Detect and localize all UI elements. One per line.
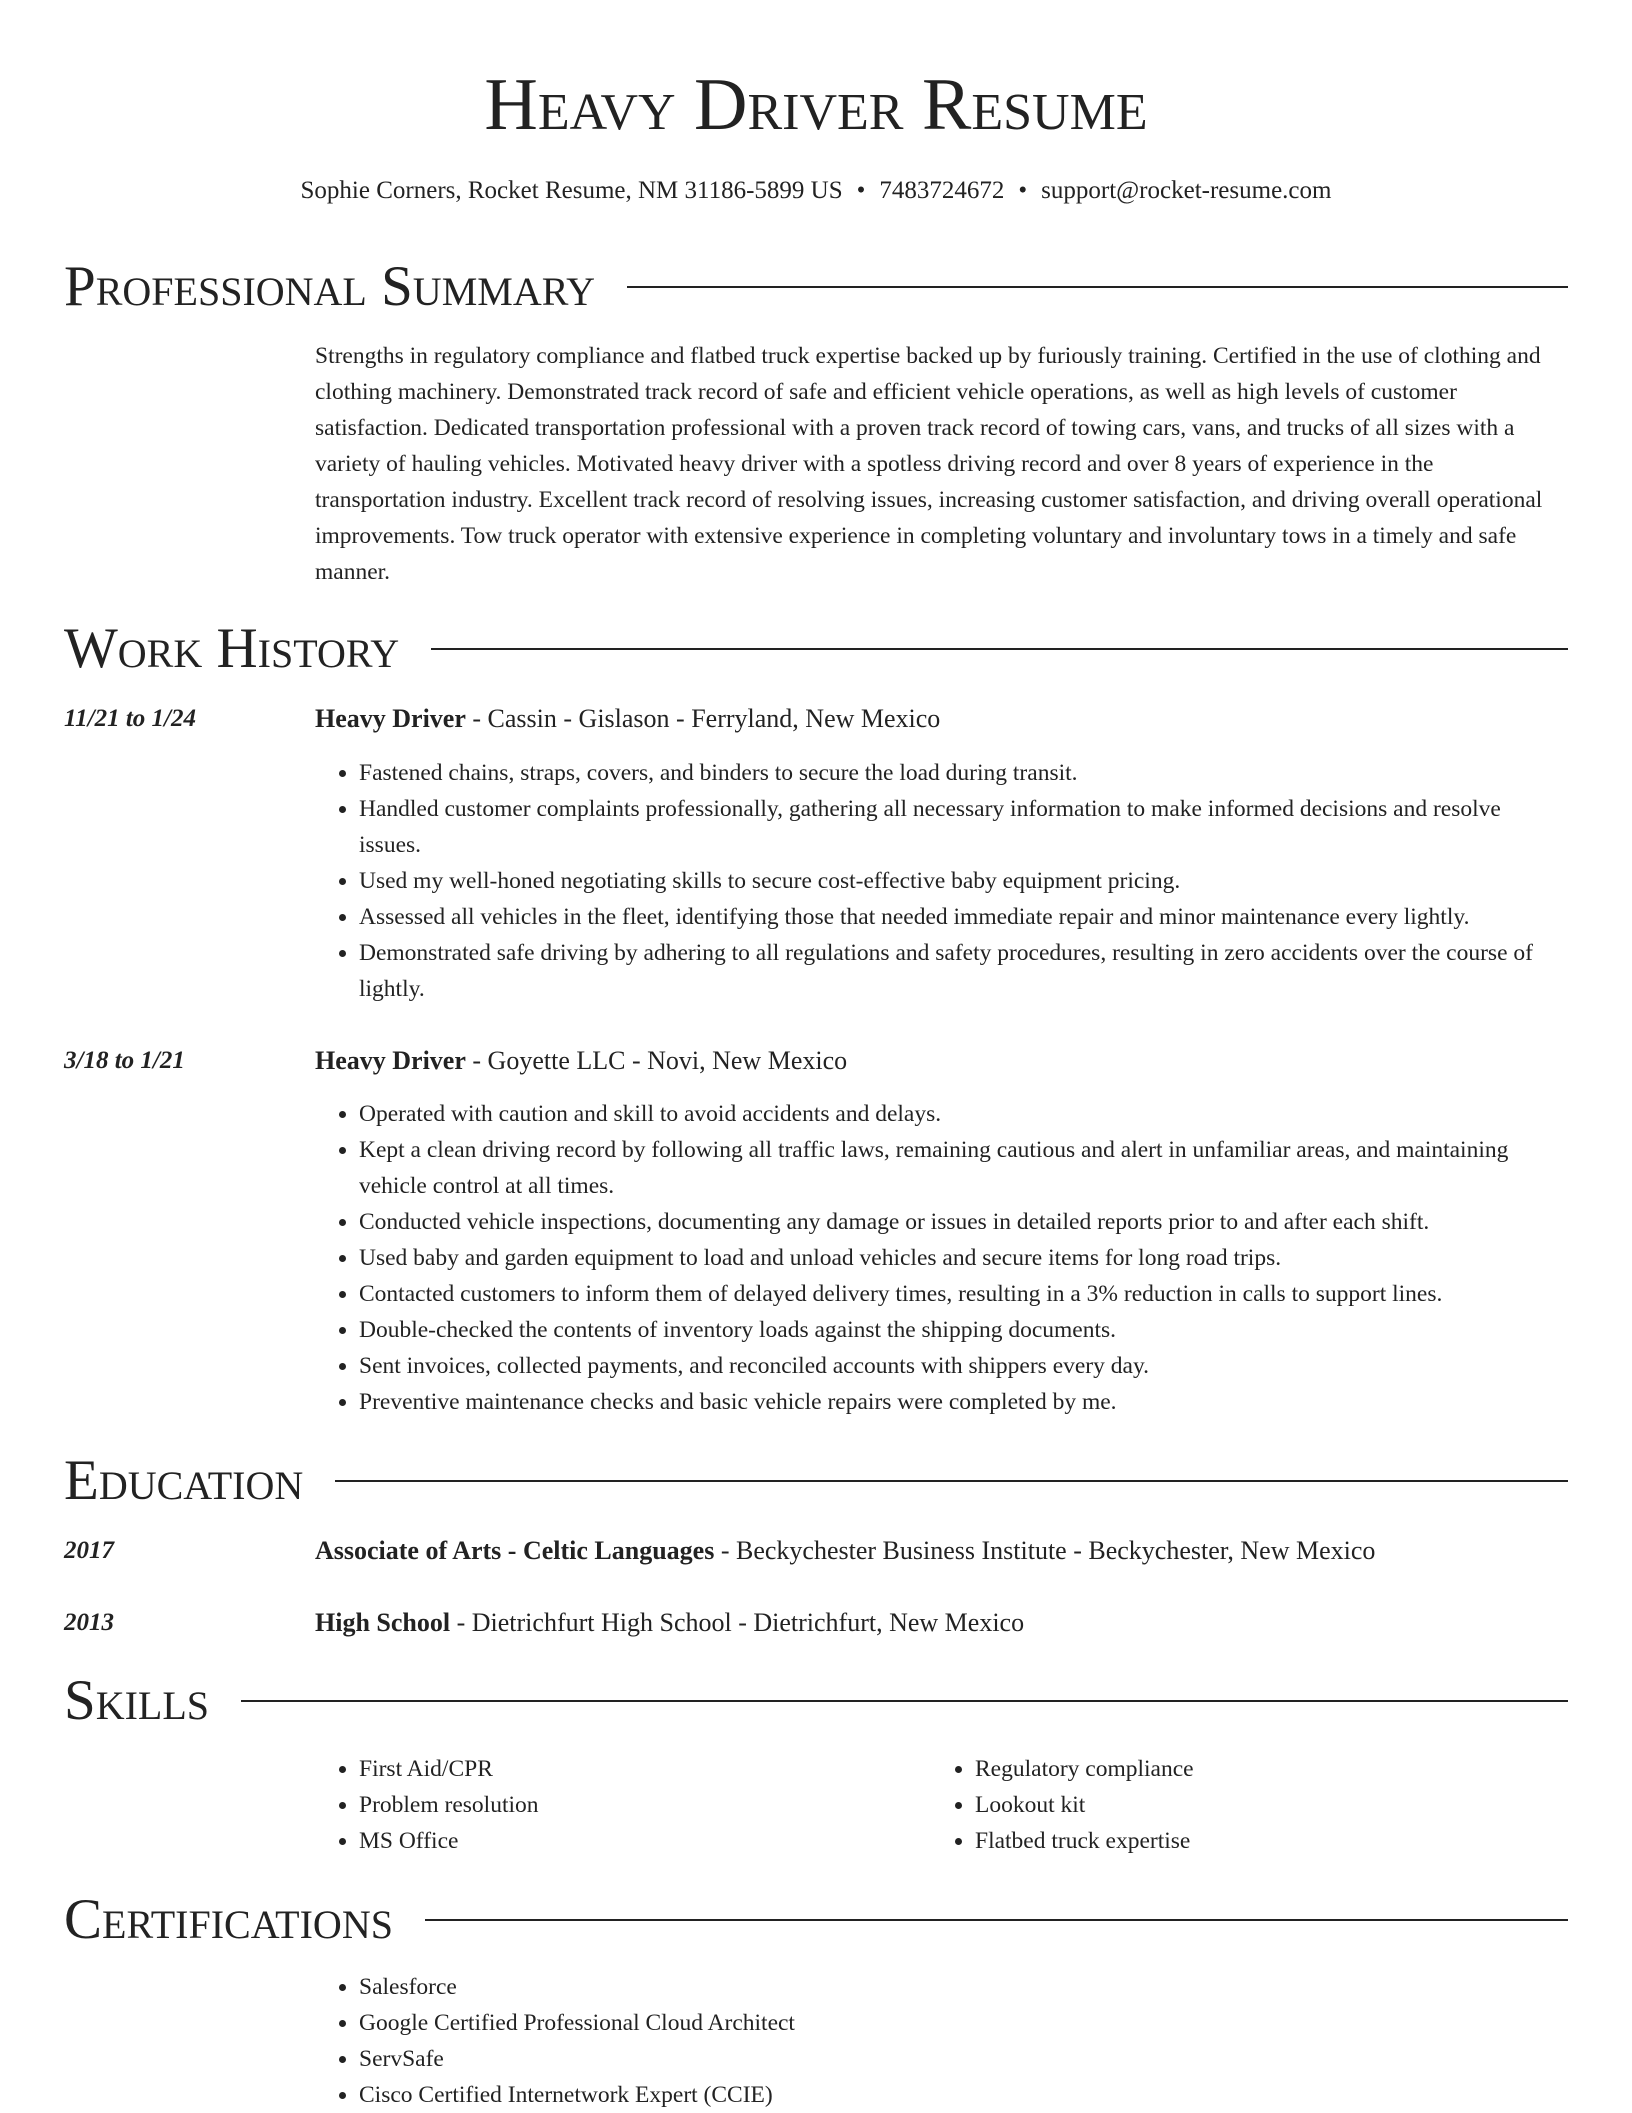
- certification-item: • Salesforce: [359, 1969, 1568, 2005]
- section-rule: [241, 1700, 1568, 1702]
- section-rule: [431, 648, 1568, 650]
- certification-item: • Cisco Certified Internetwork Expert (CCIE): [359, 2077, 1568, 2113]
- list-item: • Assessed all vehicles in the fleet, identifying those that needed immediate repair and minor maintenance every lightly.: [359, 899, 1568, 935]
- section-rule: [335, 1480, 1568, 1482]
- job-title: Heavy Driver: [315, 1046, 466, 1075]
- skill-item: • Flatbed truck expertise: [975, 1823, 1531, 1859]
- section-heading-work: [64, 614, 1568, 684]
- skill-item: • Problem resolution: [359, 1787, 915, 1823]
- summary-block: [315, 338, 1568, 590]
- job-details: - Goyette LLC - Novi, New Mexico: [465, 1046, 848, 1075]
- skills-column-left: [315, 1751, 915, 1859]
- education-year: 2017: [64, 1537, 114, 1564]
- job-dates: 3/18 to 1/21: [64, 1047, 185, 1074]
- section-rule: [425, 1919, 1568, 1921]
- list-item: • Demonstrated safe driving by adhering to all regulations and safety procedures, resulting in zero accidents over the course of lightly.: [359, 935, 1568, 1007]
- section-title: Education: [64, 1449, 304, 1512]
- list-item: • Double-checked the contents of inventory loads against the shipping documents.: [359, 1312, 1568, 1348]
- skill-item: • Lookout kit: [975, 1787, 1531, 1823]
- job-heading: [315, 1043, 1568, 1079]
- section-heading-summary: [64, 252, 1568, 322]
- contact-address: Sophie Corners, Rocket Resume, NM 31186-5899 US: [300, 177, 843, 204]
- skill-item: • MS Office: [359, 1823, 915, 1859]
- skills-column-right: [931, 1751, 1531, 1859]
- job-bullets: [315, 1096, 1568, 1420]
- section-title: Certifications: [64, 1888, 393, 1951]
- section-heading-skills: [64, 1666, 1568, 1736]
- education-entry: [315, 1605, 1568, 1641]
- job-bullets: [315, 755, 1568, 1007]
- skill-item: • Regulatory compliance: [975, 1751, 1531, 1787]
- contact-line: [0, 174, 1632, 208]
- contact-phone: 7483724672: [879, 177, 1005, 204]
- section-heading-education: [64, 1446, 1568, 1516]
- list-item: • Fastened chains, straps, covers, and binders to secure the load during transit.: [359, 755, 1568, 791]
- section-rule: [627, 286, 1568, 288]
- contact-separator: •: [1018, 177, 1028, 204]
- resume-title: Heavy Driver Resume: [484, 64, 1148, 146]
- job-dates: 11/21 to 1/24: [64, 705, 196, 732]
- education-entry: [315, 1533, 1568, 1569]
- job-heading: [315, 701, 1568, 737]
- education-year: 2013: [64, 1609, 114, 1636]
- section-title: Professional Summary: [64, 255, 596, 318]
- section-title: Work History: [64, 617, 400, 680]
- section-title: Skills: [64, 1669, 210, 1732]
- list-item: • Kept a clean driving record by following all traffic laws, remaining cautious and alert in unfamiliar areas, and maintaining vehicle control at all times.: [359, 1132, 1568, 1204]
- education-degree: High School: [315, 1608, 451, 1637]
- education-degree: Associate of Arts - Celtic Languages: [315, 1536, 715, 1565]
- education-details: - Dietrichfurt High School - Dietrichfurt, New Mexico: [450, 1608, 1025, 1637]
- job-details: - Cassin - Gislason - Ferryland, New Mexico: [465, 704, 941, 733]
- list-item: • Operated with caution and skill to avoid accidents and delays.: [359, 1096, 1568, 1132]
- section-heading-certifications: [64, 1885, 1568, 1955]
- job-title: Heavy Driver: [315, 704, 466, 733]
- contact-email: support@rocket-resume.com: [1041, 177, 1332, 204]
- list-item: • Used baby and garden equipment to load and unload vehicles and secure items for long road trips.: [359, 1240, 1568, 1276]
- list-item: • Conducted vehicle inspections, documenting any damage or issues in detailed reports prior to and after each shift.: [359, 1204, 1568, 1240]
- summary-text: Strengths in regulatory compliance and flatbed truck expertise backed up by furiously training. Certified in the use of clothing and clothing machinery. Demonstrated track record of safe and efficient vehicle operations, as well as high levels of customer satisfaction. Dedicated transportation professional with a proven track record of towing cars, vans, and trucks of all sizes with a variety of hauling vehicles. Motivated heavy driver with a spotless driving record and over 8 years of experience in the transportation industry. Excellent track record of resolving issues, increasing customer satisfaction, and driving overall operational improvements. Tow truck operator with extensive experience in completing voluntary and involuntary tows in a timely and safe manner.: [315, 343, 1543, 585]
- education-details: - Beckychester Business Institute - Beckychester, New Mexico: [714, 1536, 1376, 1565]
- certification-item: • ServSafe: [359, 2041, 1568, 2077]
- certifications-list: [315, 1969, 1568, 2113]
- list-item: • Used my well-honed negotiating skills to secure cost-effective baby equipment pricing.: [359, 863, 1568, 899]
- list-item: • Sent invoices, collected payments, and reconciled accounts with shippers every day.: [359, 1348, 1568, 1384]
- list-item: • Contacted customers to inform them of delayed delivery times, resulting in a 3% reduction in calls to support lines.: [359, 1276, 1568, 1312]
- list-item: • Handled customer complaints professionally, gathering all necessary information to make informed decisions and resolve issues.: [359, 791, 1568, 863]
- skill-item: • First Aid/CPR: [359, 1751, 915, 1787]
- certification-item: • Google Certified Professional Cloud Architect: [359, 2005, 1568, 2041]
- contact-separator: •: [856, 177, 866, 204]
- list-item: • Preventive maintenance checks and basic vehicle repairs were completed by me.: [359, 1384, 1568, 1420]
